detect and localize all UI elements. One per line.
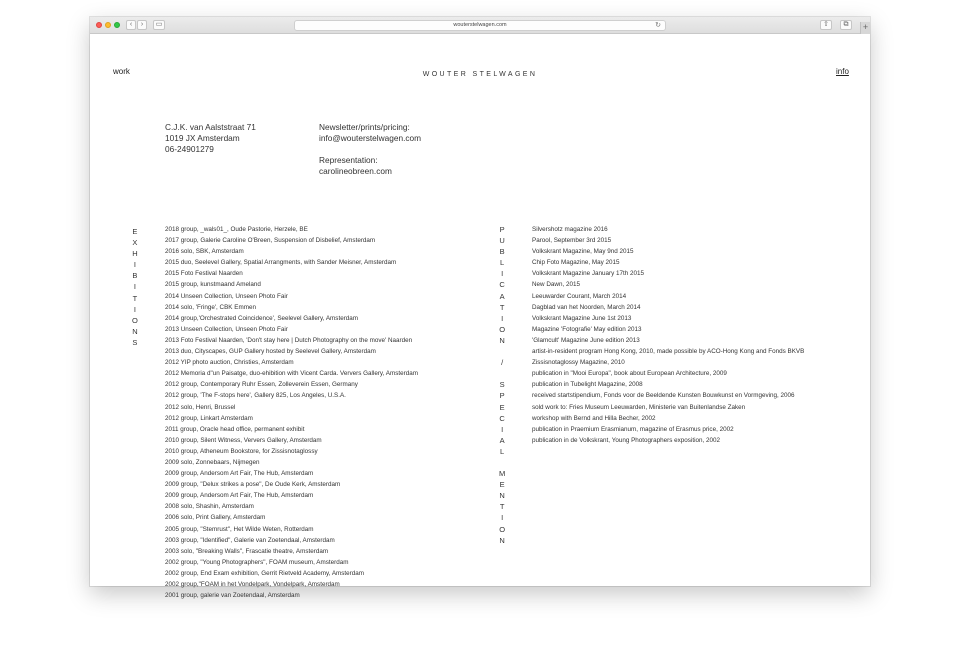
heading-letter: A (499, 291, 505, 301)
heading-letter: I (501, 513, 504, 523)
exhibition-item: 2012 group, 'The F-stops here', Gallery 825, Los Angeles, U.S.A. (165, 392, 346, 400)
exhibition-item: 2009 group, "Delux strikes a pose", De Oude Kerk, Amsterdam (165, 481, 341, 489)
publication-item: sold work to: Fries Museum Leeuwarden, Ministerie van Buitenlandse Zaken (532, 403, 746, 411)
exhibition-item: 2009 solo, Zonnebaars, Nijmegen (165, 458, 260, 466)
publication-item: Volkskrant Magazine June 1st 2013 (532, 314, 632, 322)
heading-letter: I (501, 424, 504, 434)
heading-letter: I (133, 282, 136, 292)
new-tab-icon[interactable]: + (860, 22, 870, 34)
heading-letter: P (499, 225, 505, 234)
heading-letter: M (499, 469, 506, 479)
publication-item: Volkskrant Magazine, May 9nd 2015 (532, 248, 634, 256)
heading-letter: E (132, 227, 138, 236)
exhibition-item: 2001 group, galerie van Zoetendaal, Amsterdam (165, 592, 300, 600)
publication-item: Leeuwarder Courant, March 2014 (532, 292, 627, 300)
heading-letter: N (499, 535, 505, 545)
exhibition-item: 2014 solo, 'Fringe', CBK Emmen (165, 303, 256, 311)
exhibition-item: 2016 solo, SBK, Amsterdam (165, 248, 244, 256)
address-street: C.J.K. van Aalststraat 71 (165, 122, 256, 132)
exhibition-item: 2012 Memoria d"un Paisatge, duo-ehibition with Vicent Carda. Ververs Gallery, Amsterdam (165, 370, 418, 378)
contact-newsletter (319, 122, 421, 144)
heading-letter: S (499, 380, 505, 390)
heading-letter: O (132, 315, 138, 325)
exhibitions-heading (132, 226, 138, 348)
exhibition-item: 2002 group, End Exam exhibition, Gerrit Rietveld Academy, Amsterdam (165, 569, 365, 577)
exhibition-item: 2015 Foto Festival Naarden (165, 270, 243, 278)
exhibition-item: 2006 solo, Print Gallery, Amsterdam (165, 514, 266, 522)
heading-letter: O (499, 524, 506, 534)
newsletter-label: Newsletter/prints/pricing: (319, 122, 410, 132)
exhibition-item: 2002 group, "Young Photographers", FOAM museum, Amsterdam (165, 558, 349, 566)
publication-item: publication in Tubelight Magazine, 2008 (532, 381, 643, 389)
minimize-window-button[interactable] (105, 22, 111, 28)
exhibition-item: 2014 Unseen Collection, Unseen Photo Fair (165, 292, 288, 300)
publications-heading (499, 224, 505, 546)
heading-letter: I (501, 313, 504, 323)
publication-item: Dagblad van het Noorden, March 2014 (532, 303, 641, 311)
work-link[interactable]: work (113, 67, 130, 76)
heading-letter: C (499, 413, 505, 423)
contact-address (165, 122, 256, 155)
exhibition-item: 2013 duo, Cityscapes, GUP Gallery hosted by Seelevel Gallery, Amsterdam (165, 348, 376, 356)
phone-number: 06-24901279 (165, 144, 214, 154)
exhibition-item: 2017 group, Galerie Caroline O'Breen, Suspension of Disbelief, Amsterdam (165, 237, 376, 245)
heading-letter: C (499, 280, 505, 290)
heading-letter: S (132, 337, 138, 347)
publication-item: Parool, September 3rd 2015 (532, 237, 612, 245)
forward-icon[interactable]: › (137, 20, 147, 30)
heading-letter: / (501, 358, 504, 368)
exhibition-item: 2018 group, _wals01_, Oude Pastorie, Herzele, BE (165, 226, 308, 233)
exhibition-item: 2008 solo, Shashin, Amsterdam (165, 503, 254, 511)
publication-item: publication in de Volkskrant, Young Photographers exposition, 2002 (532, 436, 720, 444)
heading-letter: E (499, 402, 505, 412)
publication-item: New Dawn, 2015 (532, 281, 580, 289)
heading-letter: I (133, 260, 136, 270)
contact-representation (319, 155, 392, 177)
exhibition-item: 2013 Unseen Collection, Unseen Photo Fair (165, 325, 288, 333)
heading-letter: T (499, 502, 505, 512)
publication-item: Volkskrant Magazine January 17th 2015 (532, 270, 645, 278)
exhibition-item: 2015 duo, Seelevel Gallery, Spatial Arrangments, with Sander Meisner, Amsterdam (165, 259, 397, 267)
exhibition-item: 2003 solo, "Breaking Walls", Frascatie theatre, Amsterdam (165, 547, 329, 555)
representation-label: Representation: (319, 155, 378, 165)
publication-item: publication in Praemium Erasmianum, magazine of Erasmus price, 2002 (532, 425, 734, 433)
heading-letter: O (499, 324, 506, 334)
publication-item: Magazine 'Fotografie' May edition 2013 (532, 325, 642, 333)
publication-item: Chip Foto Magazine, May 2015 (532, 259, 620, 267)
exhibition-item: 2010 group, Atheneum Bookstore, for Zissisnotaglossy (165, 447, 318, 455)
publication-item: artist-in-resident program Hong Kong, 2010, made possible by ACO-Hong Kong and Fonds BKVB (532, 348, 805, 356)
exhibition-item: 2009 group, Andersom Art Fair, The Hub, Amsterdam (165, 492, 314, 500)
exhibition-item: 2012 group, Linkart Amsterdam (165, 414, 253, 422)
newsletter-email[interactable]: info@wouterstelwagen.com (319, 133, 422, 143)
exhibition-item: 2015 group, kunstmaand Ameland (165, 281, 261, 289)
heading-letter: H (132, 249, 138, 259)
heading-letter: N (132, 326, 138, 336)
heading-letter: A (499, 435, 505, 445)
exhibitions-list (165, 224, 418, 601)
exhibition-item: 2009 group, Andersom Art Fair, The Hub, Amsterdam (165, 470, 314, 478)
exhibition-item: 2012 group, Contemporary Ruhr Essen, Zolleverein Essen, Germany (165, 381, 358, 389)
exhibition-item: 2012 YIP photo auction, Christies, Amsterdam (165, 359, 294, 367)
publication-item: workshop with Bernd and Hilla Becher, 2002 (532, 414, 656, 422)
publication-item: Silvershotz magazine 2016 (532, 226, 608, 233)
heading-letter: I (501, 269, 504, 279)
heading-letter: B (132, 271, 138, 281)
heading-letter: N (499, 335, 505, 345)
tabs-overview-icon[interactable]: ⧉ (840, 20, 852, 30)
exhibition-item: 2002 group,"FOAM in het Vondelpark, Vondelpark, Amsterdam (165, 581, 340, 588)
close-window-button[interactable] (96, 22, 102, 28)
site-title[interactable]: WOUTER STELWAGEN (422, 71, 538, 78)
back-icon[interactable]: ‹ (126, 20, 136, 30)
reload-icon[interactable]: ↻ (655, 22, 661, 29)
heading-letter: T (499, 302, 505, 312)
heading-letter: T (132, 293, 138, 303)
heading-letter: E (499, 480, 505, 490)
browser-window (90, 17, 870, 600)
heading-letter: P (499, 391, 505, 401)
publication-item: Zissisnotaglossy Magazine, 2010 (532, 359, 625, 367)
heading-letter: U (499, 236, 505, 246)
heading-letter: L (500, 258, 505, 268)
publication-item: publication in "Mooi Europa", book about European Architecture, 2009 (532, 370, 727, 378)
exhibition-item: 2005 group, "Stemrust", Het Wilde Weten, Rotterdam (165, 525, 314, 533)
url-text: wouterstelwagen.com (453, 22, 507, 28)
publication-item: received startstipendium, Fonds voor de Beeldende Kunsten Bouwkunst en Vormgeving, 2006 (532, 392, 795, 400)
page-content (90, 34, 870, 600)
sidebar-icon[interactable]: ▭ (153, 20, 165, 30)
exhibition-item: 2012 solo, Henri, Brussel (165, 403, 236, 411)
exhibition-item: 2011 group, Oracle head office, permanent exhibit (165, 425, 305, 433)
address-bar[interactable] (294, 20, 666, 31)
address-city: 1019 JX Amsterdam (165, 133, 240, 143)
heading-letter: N (499, 491, 505, 501)
zoom-window-button[interactable] (114, 22, 120, 28)
publications-list (532, 224, 804, 446)
representation-link[interactable]: carolineobreen.com (319, 166, 392, 176)
publication-item: 'Glamcult' Magazine June edition 2013 (532, 336, 640, 344)
heading-letter: X (132, 238, 138, 248)
heading-letter: B (499, 247, 505, 257)
exhibition-item: 2010 group, Silent Witness, Ververs Gallery, Amsterdam (165, 436, 322, 444)
exhibition-item: 2003 group, "Identified", Galerie van Zoetendaal, Amsterdam (165, 536, 335, 544)
info-link[interactable]: info (836, 67, 849, 76)
heading-letter: I (133, 304, 136, 314)
browser-toolbar (90, 17, 870, 34)
share-icon[interactable]: ⇧ (820, 20, 832, 30)
heading-letter: L (500, 446, 505, 456)
exhibition-item: 2013 Foto Festival Naarden, 'Don't stay here | Dutch Photography on the move' Naarden (165, 336, 413, 344)
exhibition-item: 2014 group,'Orchestrated Coincidence', Seelevel Gallery, Amsterdam (165, 314, 359, 322)
